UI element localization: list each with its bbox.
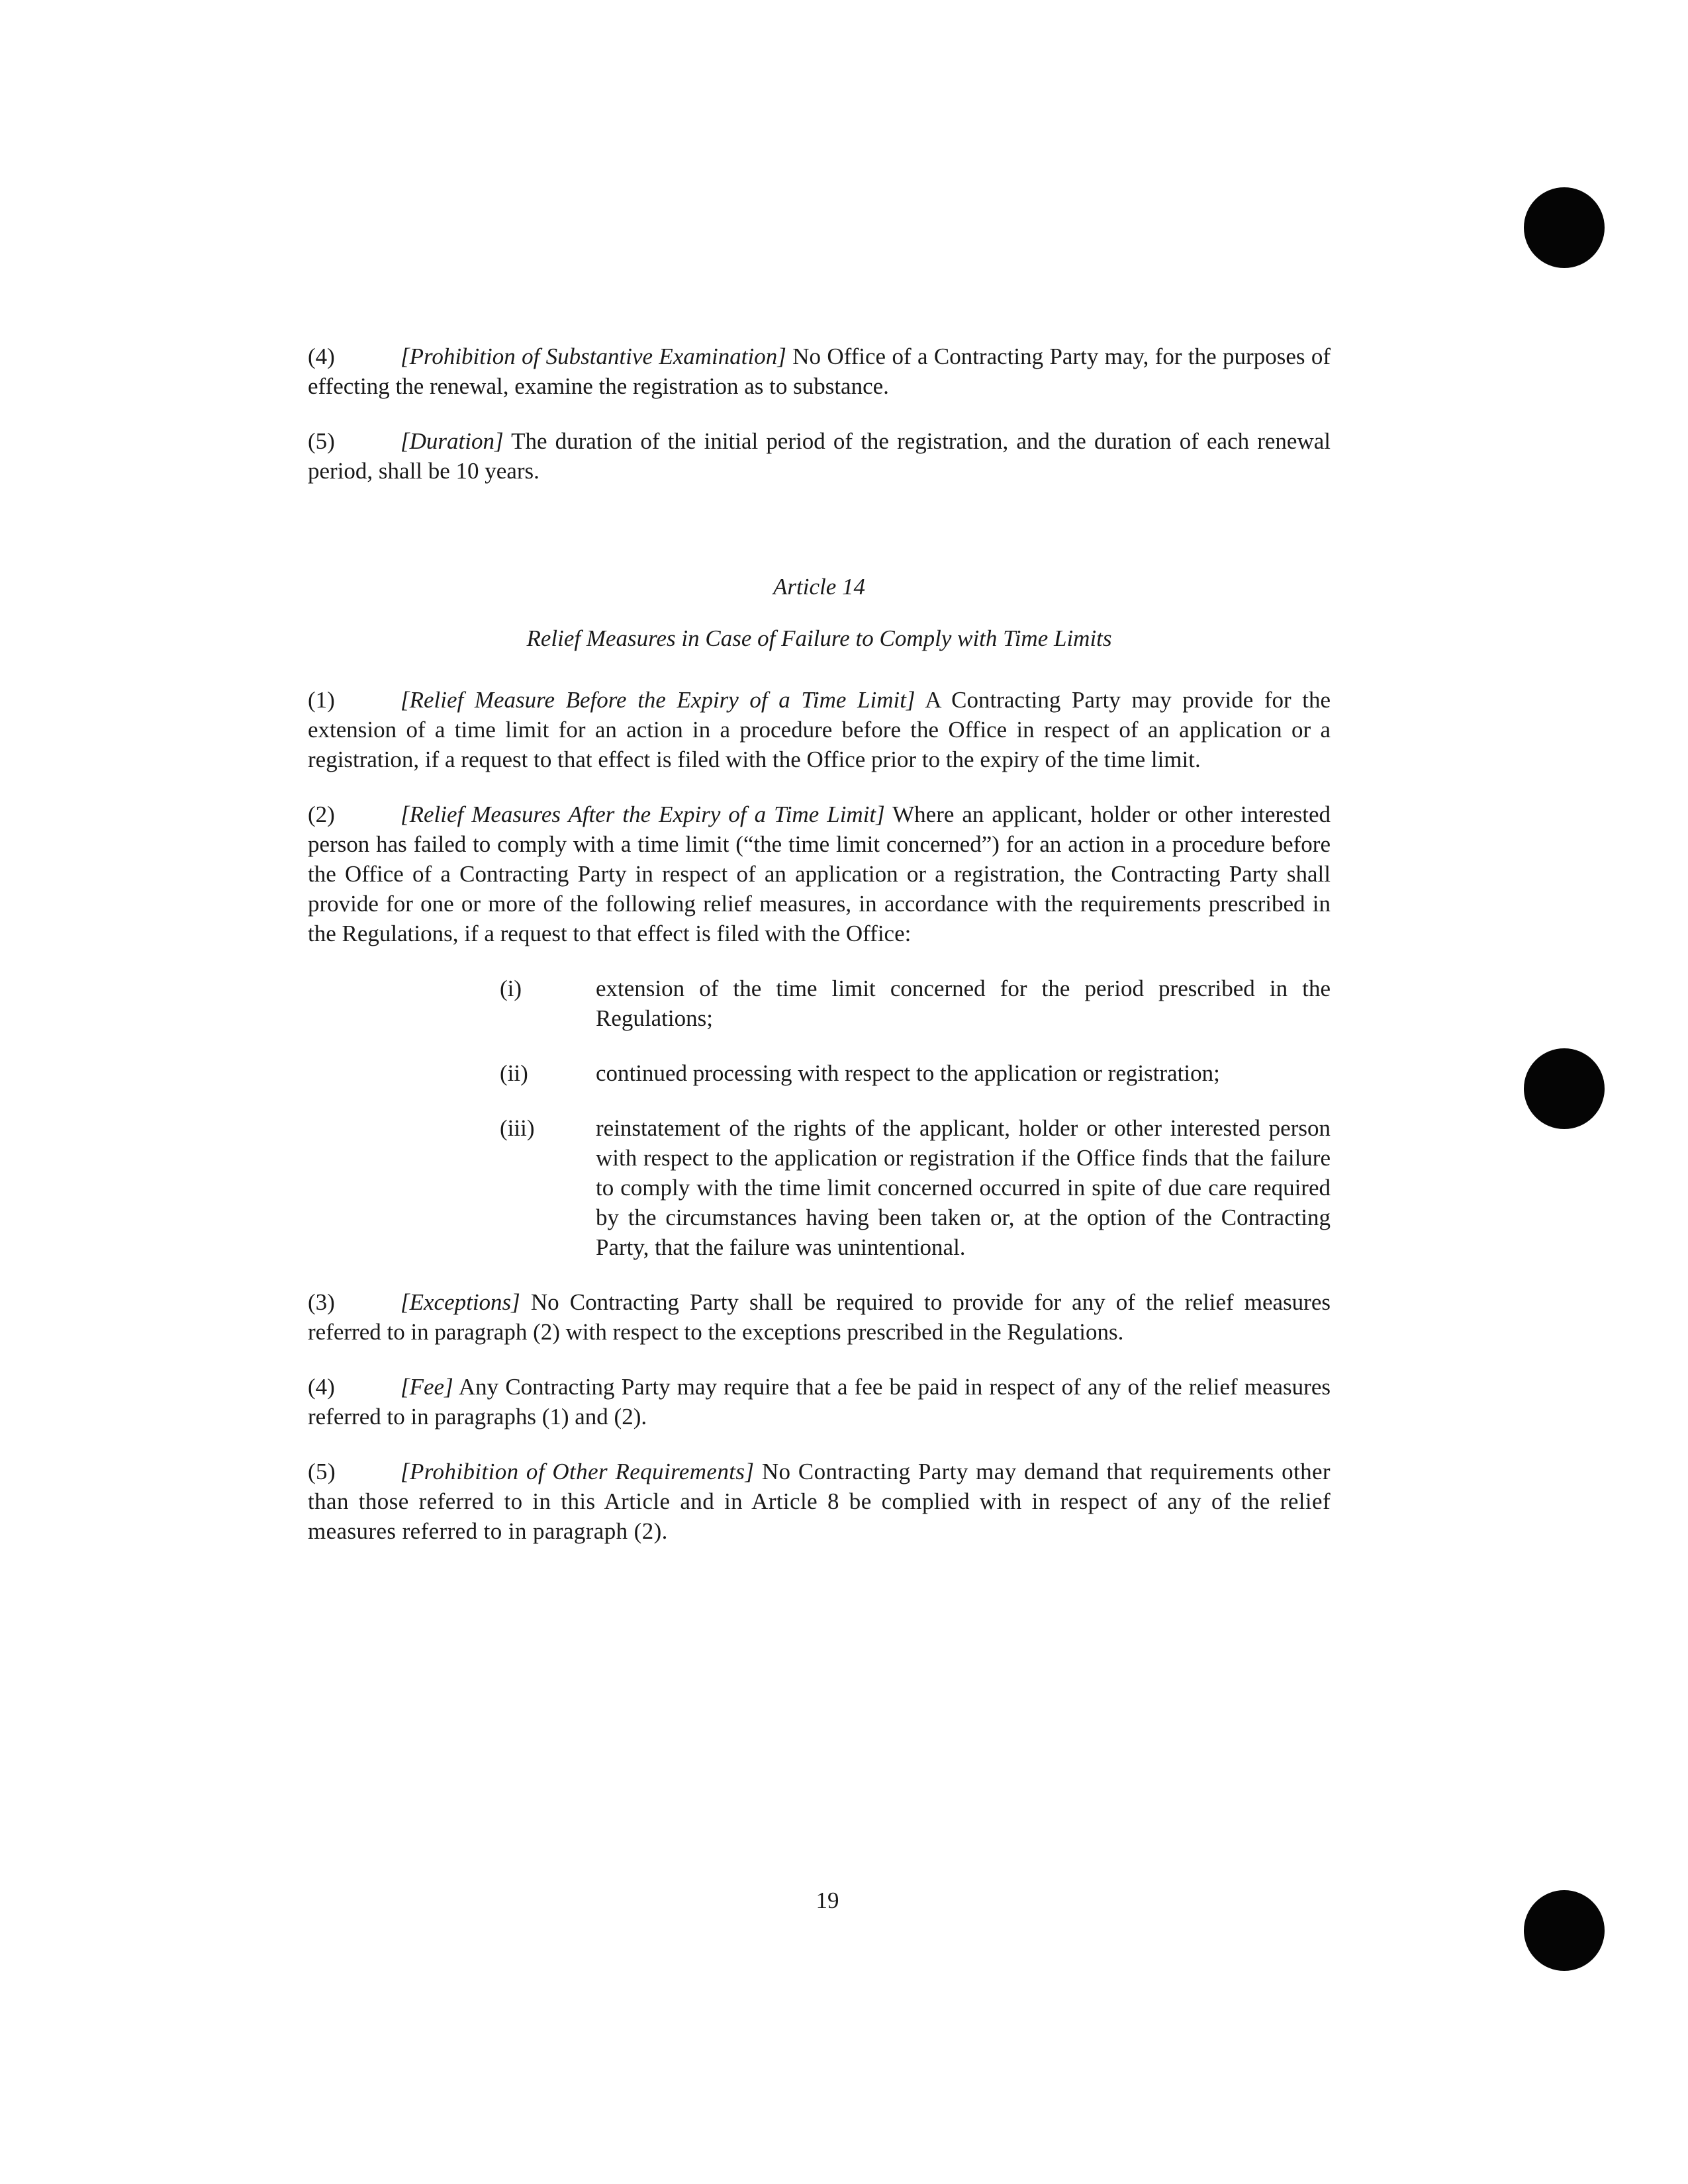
- article-heading: Article 14: [773, 574, 865, 600]
- list-item: [308, 1058, 1331, 1088]
- paragraph-14-4: [308, 1372, 1331, 1432]
- punch-hole-middle: [1524, 1048, 1605, 1129]
- list-item-text: reinstatement of the rights of the applicant, holder or other interested person with respect to the application or registration if the Office finds that the failure to comply with the time limit concerned occurred in spite of due care required by the circumstances having been taken or, at the option of the Contracting Party, that the failure was unintentional.: [596, 1115, 1331, 1260]
- punch-hole-top: [1524, 187, 1605, 268]
- paragraph-heading: [Relief Measures After the Expiry of a Time Limit]: [400, 801, 885, 827]
- list-item-number: (iii): [500, 1115, 535, 1141]
- paragraph-text: No Office of a Contracting Party may, for the purposes of effecting the renewal, examine the registration as to substance.: [308, 343, 1331, 399]
- paragraph-number: (4): [308, 1374, 335, 1400]
- paragraph-heading: [Exceptions]: [400, 1289, 520, 1315]
- page-number: 19: [816, 1888, 839, 1913]
- paragraph-number: (2): [308, 801, 335, 827]
- paragraph-14-2: [308, 799, 1331, 948]
- paragraph-14-5: [308, 1457, 1331, 1546]
- paragraph-text: No Contracting Party shall be required to provide for any of the relief measures referred to in paragraph (2) with respect to the exceptions prescribed in the Regulations.: [308, 1289, 1331, 1345]
- paragraph-14-3: [308, 1287, 1331, 1347]
- paragraph-number: (5): [308, 1459, 336, 1484]
- paragraph-heading: [Prohibition of Other Requirements]: [400, 1459, 755, 1484]
- page-body: [308, 341, 1331, 1571]
- paragraph-number: (4): [308, 343, 335, 369]
- paragraph-heading: [Fee]: [400, 1374, 453, 1400]
- list-item: [308, 974, 1331, 1033]
- list-item-text: extension of the time limit concerned for the period prescribed in the Regulations;: [596, 976, 1331, 1031]
- list-item-number: (ii): [500, 1060, 528, 1086]
- article-title: Relief Measures in Case of Failure to Comply with Time Limits: [526, 625, 1112, 651]
- paragraph-heading: [Duration]: [400, 428, 504, 454]
- list-item: [308, 1113, 1331, 1262]
- list-item-number: (i): [500, 976, 522, 1001]
- paragraph-text: A Contracting Party may provide for the extension of a time limit for an action in a procedure before the Office in respect of an application or a registration, if a request to that effect is filed with the Office prior to the expiry of the time limit.: [308, 687, 1331, 772]
- paragraph-number: (5): [308, 428, 335, 454]
- paragraph-text: Any Contracting Party may require that a fee be paid in respect of any of the relief measures referred to in paragraphs (1) and (2).: [308, 1374, 1331, 1430]
- paragraph-text: The duration of the initial period of the registration, and the duration of each renewal period, shall be 10 years.: [308, 428, 1331, 484]
- paragraph-text: No Contracting Party may demand that requirements other than those referred to in this Article and in Article 8 be complied with in respect of any of the relief measures referred to in paragraph (2).: [308, 1459, 1331, 1544]
- paragraph-13-5: [308, 426, 1331, 486]
- paragraph-heading: [Relief Measure Before the Expiry of a Time Limit]: [400, 687, 915, 713]
- relief-measures-list: [308, 974, 1331, 1262]
- paragraph-13-4: [308, 341, 1331, 401]
- paragraph-text: Where an applicant, holder or other interested person has failed to comply with a time limit (“the time limit concerned”) for an action in a procedure before the Office of a Contracting Party in respect of an application or a registration, the Contracting Party shall provide for one or more of the following relief measures, in accordance with the requirements prescribed in the Regulations, if a request to that effect is filed with the Office:: [308, 801, 1331, 946]
- paragraph-number: (3): [308, 1289, 335, 1315]
- paragraph-heading: [Prohibition of Substantive Examination]: [400, 343, 786, 369]
- paragraph-number: (1): [308, 687, 335, 713]
- paragraph-14-1: [308, 685, 1331, 774]
- list-item-text: continued processing with respect to the application or registration;: [596, 1060, 1220, 1086]
